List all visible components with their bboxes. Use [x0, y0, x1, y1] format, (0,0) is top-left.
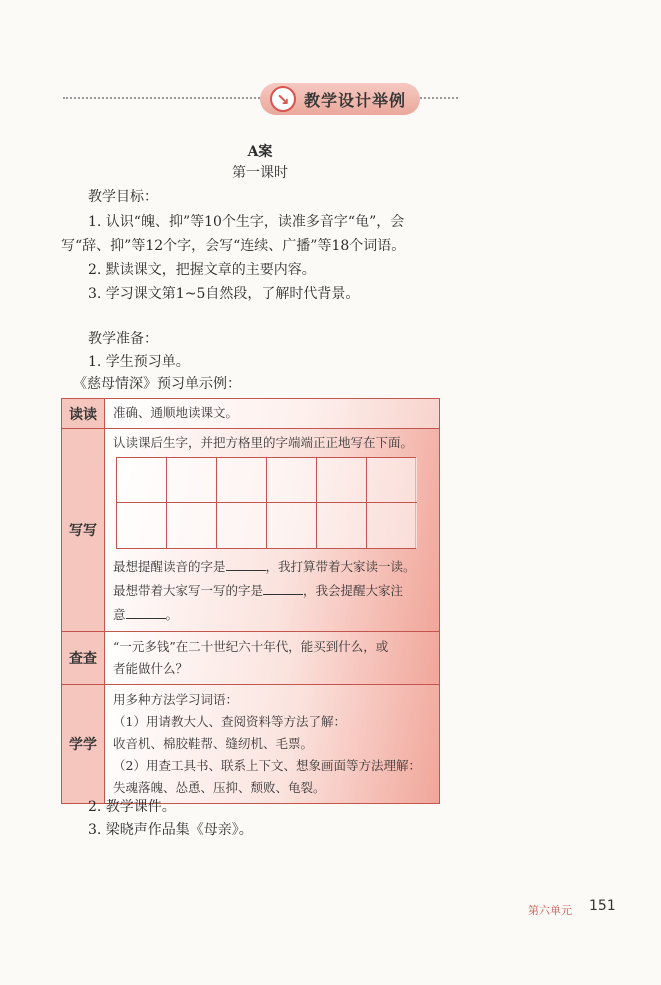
page-number: 151	[589, 898, 616, 914]
write-q2-text-a: 最想带着大家写一写的字是	[113, 583, 264, 598]
preview-worksheet-table	[61, 398, 440, 804]
section-banner	[260, 83, 420, 115]
grid-cell	[367, 458, 417, 503]
prep-heading: 教学准备：	[88, 331, 158, 347]
grid-cell	[217, 458, 267, 503]
learn-line-4: （2）用查工具书、联系上下文、想象画面等方法理解：	[113, 758, 421, 773]
grid-cell	[317, 458, 367, 503]
check-line-2: 者能做什么？	[113, 661, 189, 676]
row-content-read: 准确、通顺地读课文。	[105, 399, 439, 428]
prep-item-2: 2. 教学课件。	[88, 799, 176, 815]
fill-blank	[126, 606, 166, 619]
grid-cell	[367, 503, 417, 548]
row-label-check: 查查	[62, 632, 105, 684]
section-title: 教学设计举例	[304, 90, 407, 110]
header-dotted-rule-left	[63, 97, 260, 99]
goal-2: 2. 默读课文，把握文章的主要内容。	[88, 262, 316, 278]
goal-1-line-1: 1. 认识“魄、抑”等10个生字，读准多音字“龟”，会	[88, 214, 405, 230]
fill-blank	[263, 582, 303, 595]
footer-unit-label: 第六单元	[528, 904, 572, 917]
prep-example-caption: 《慈母情深》预习单示例：	[73, 376, 241, 392]
write-q1-text-a: 最想提醒读音的字是	[113, 559, 226, 574]
table-row-read	[62, 399, 439, 428]
learn-line-2: （1）用请教大人、查阅资料等方法了解：	[113, 714, 346, 729]
learn-line-5: 失魂落魄、怂恿、压抑、颓败、龟裂。	[113, 780, 326, 795]
plan-subtitle: 第一课时	[232, 165, 288, 181]
header-dotted-rule-right	[420, 97, 458, 99]
goal-1-line-2: 写“辞、抑”等12个字，会写“连续、广播”等18个词语。	[61, 238, 406, 254]
write-instruction: 认读课后生字，并把方格里的字端端正正地写在下面。	[113, 435, 414, 450]
write-q1-text-b: ，我打算带着大家读一读。	[265, 559, 416, 574]
write-question-2	[113, 579, 431, 603]
grid-cell	[317, 503, 367, 548]
row-label-write: 写写	[62, 429, 105, 631]
check-line-1: “一元多钱”在二十世纪六十年代，能买到什么，或	[113, 639, 389, 654]
writing-grid	[116, 457, 416, 549]
grid-cell	[117, 503, 167, 548]
goal-3: 3. 学习课文第1~5自然段，了解时代背景。	[88, 286, 360, 302]
fill-blank	[226, 558, 266, 571]
write-q2-text-d: 。	[165, 607, 179, 622]
write-q2-text-b: ，我会提醒大家注	[303, 583, 404, 598]
grid-cell	[167, 503, 217, 548]
prep-item-3: 3. 梁晓声作品集《母亲》。	[88, 822, 253, 838]
table-row-learn	[62, 684, 439, 803]
write-question-2-cont	[113, 603, 431, 627]
row-label-read: 读读	[62, 399, 105, 428]
row-label-learn: 学学	[62, 685, 105, 803]
arrow-down-right-icon: ↘	[270, 86, 296, 112]
goals-heading: 教学目标：	[88, 189, 158, 205]
row-content-check	[105, 632, 439, 684]
row-content-write	[105, 429, 439, 631]
grid-cell	[117, 458, 167, 503]
write-question-1	[113, 555, 431, 579]
table-row-check	[62, 631, 439, 684]
grid-cell	[267, 458, 317, 503]
learn-line-3: 收音机、棉胶鞋帮、缝纫机、毛票。	[113, 736, 314, 751]
table-row-write	[62, 428, 439, 631]
grid-cell	[267, 503, 317, 548]
grid-cell	[217, 503, 267, 548]
prep-item-1: 1. 学生预习单。	[88, 354, 190, 370]
row-content-learn	[105, 685, 439, 803]
write-q2-text-c: 意	[113, 607, 126, 622]
grid-cell	[167, 458, 217, 503]
learn-line-1: 用多种方法学习词语：	[113, 692, 239, 707]
plan-title: A案	[247, 144, 273, 160]
